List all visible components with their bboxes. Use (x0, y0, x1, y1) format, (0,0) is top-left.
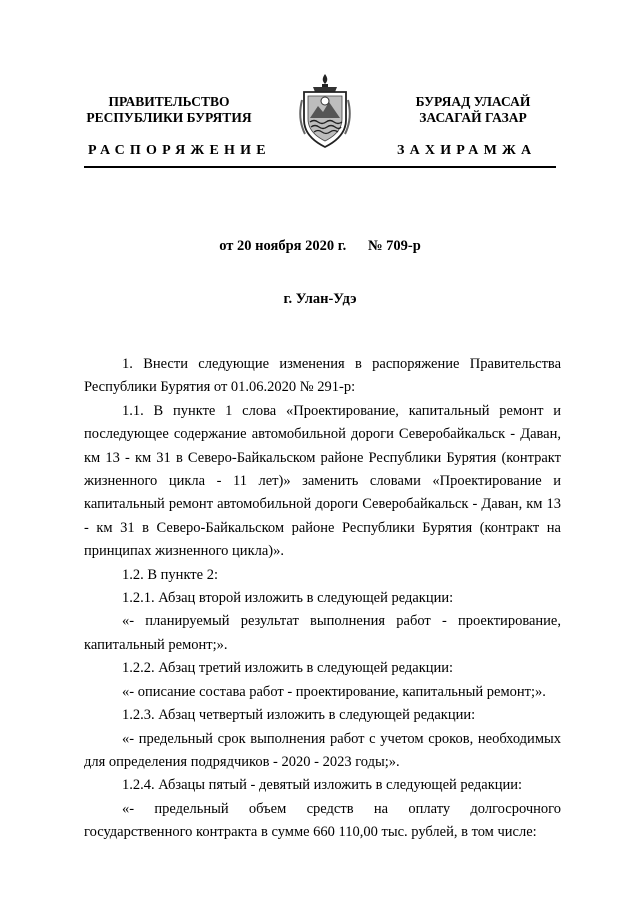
document-city: г. Улан-Удэ (283, 291, 357, 307)
paragraph: 1.1. В пункте 1 слова «Проектирование, капитальный ремонт и последующее содержание автомобильной дороги Северобайкальск - Даван, км 13 - км 31 в Северо-Байкальском районе Республики Бурятия (контракт жизненного цикла - 11 лет)» заменить словами «Проектирование и капитальный ремонт автомобильной дороги Северобайкальск - Даван, км 13 - км 31 в Северо-Байкальском районе Республики Бурятия (контракт на принципах жизненного цикла)». (84, 402, 561, 560)
paragraph: 1.2.1. Абзац второй изложить в следующей редакции: (122, 590, 454, 607)
date-number-line (0, 238, 640, 255)
issuer-ru-line1: ПРАВИТЕЛЬСТВО (108, 94, 230, 109)
paragraph: «- предельный срок выполнения работ с учетом сроков, необходимых для определения подрядчиков - 2020 - 2023 годы;». (84, 730, 561, 770)
document-date: от 20 ноября 2020 г. (219, 238, 347, 254)
paragraph: 1.2. В пункте 2: (122, 566, 218, 583)
document-number: № 709-р (367, 238, 421, 254)
paragraph: 1.2.3. Абзац четвертый изложить в следующей редакции: (122, 707, 476, 724)
paragraph: «- предельный объем средств на оплату долгосрочного государственного контракта в сумме 660 110,00 тыс. рублей, в том числе: (84, 800, 561, 841)
issuer-bua-line2: ЗАСАГАЙ ГАЗАР (419, 110, 527, 125)
coat-of-arms-icon (299, 72, 351, 150)
paragraph: 1. Внести следующие изменения в распоряжение Правительства Республики Бурятия от 01.06.2020 № 291-р: (84, 356, 561, 396)
header-divider (84, 166, 556, 168)
issuer-bua-line1: БУРЯАД УЛАСАЙ (415, 94, 531, 109)
issuer-ru-line2: РЕСПУБЛИКИ БУРЯТИЯ (86, 110, 252, 125)
paragraph: «- планируемый результат выполнения работ - проектирование, капитальный ремонт;». (84, 613, 561, 653)
paragraph: «- описание состава работ - проектирование, капитальный ремонт;». (122, 683, 546, 700)
doc-type-ru: РАСПОРЯЖЕНИЕ (88, 143, 271, 158)
paragraph: 1.2.4. Абзацы пятый - девятый изложить в следующей редакции: (122, 777, 523, 794)
issuer-bua (362, 94, 584, 126)
document-body (84, 353, 561, 845)
paragraph: 1.2.2. Абзац третий изложить в следующей редакции: (122, 660, 454, 677)
issuer-ru (58, 94, 280, 126)
doc-type-bua: ЗАХИРАМЖА (397, 143, 537, 158)
